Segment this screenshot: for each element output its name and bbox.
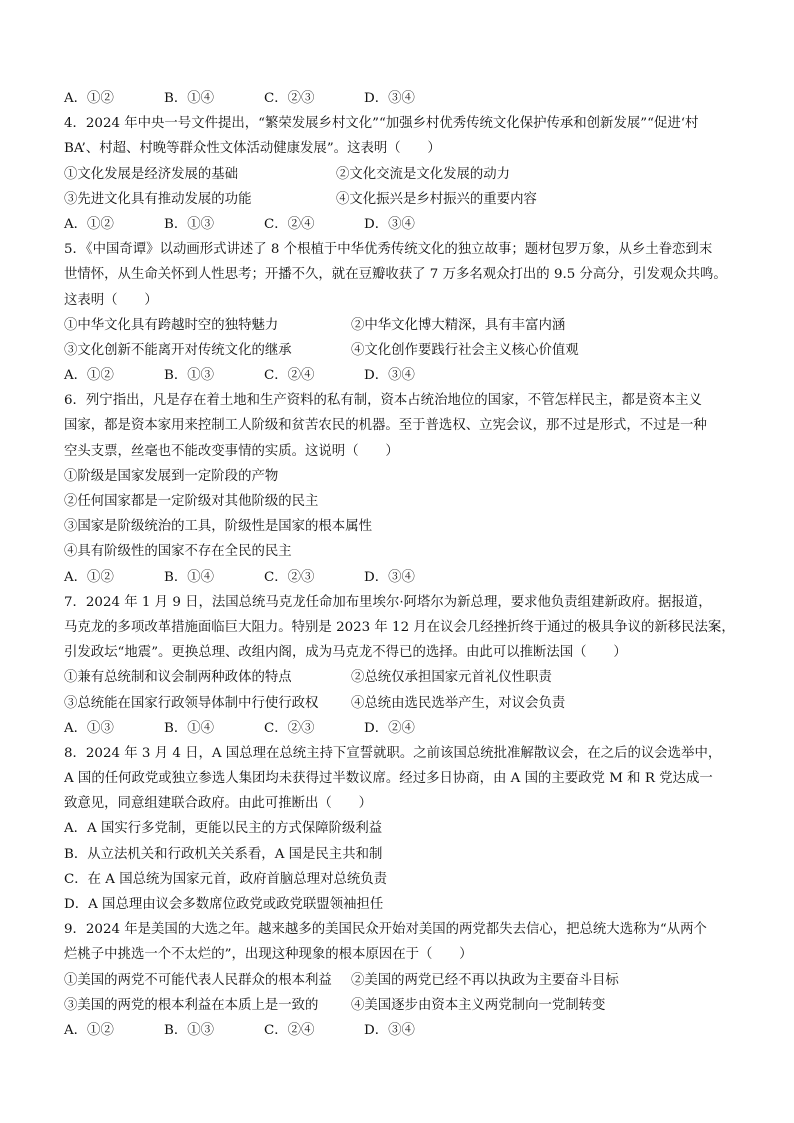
statement-row xyxy=(64,993,734,1018)
option-d: D．③④ xyxy=(364,569,415,585)
question-stem-line: A 国的任何政党或独立参选人集团均未获得过半数议席。经过多日协商，由 A 国的主要政党 M 和 R 党达成一 xyxy=(64,771,713,787)
option-b: B．①④ xyxy=(164,720,215,736)
statement-row xyxy=(64,968,734,993)
answer-options xyxy=(64,565,734,590)
question-stem-line: 引发政坛“地震”。更换总理、改组内阁，成为马克龙不得已的选择。由此可以推断法国（ ） xyxy=(64,645,627,661)
question-stem-line: 致意见，同意组建联合政府。由此可推断出（ ） xyxy=(64,796,372,812)
statement-4: ④美国逐步由资本主义两党制向一党制转变 xyxy=(351,997,606,1013)
question-stem-line: 马克龙的多项改革措施面临巨大阻力。特别是 2023 年 12 月在议会几经挫折终于通过的极具争议的新移民法案， xyxy=(64,619,735,635)
statement-2: ②任何国家都是一定阶级对其他阶级的民主 xyxy=(64,494,319,509)
statement-2: ②文化交流是文化发展的动力 xyxy=(336,166,511,182)
option-b: B．①④ xyxy=(164,569,215,585)
statement-4: ④总统由选民选举产生，对议会负责 xyxy=(351,695,566,711)
question-stem-line: 国家，都是资本家用来控制工人阶级和贫苦农民的机器。至于普选权、立宪会议，那不过是形式，不过是一种 xyxy=(64,418,707,434)
statement-row xyxy=(64,691,734,716)
question-stem-line: 空头支票，丝毫也不能改变事情的实质。这说明（ ） xyxy=(64,443,399,459)
statement-4: ④文化创作要践行社会主义核心价值观 xyxy=(351,342,579,358)
statement-row xyxy=(64,162,734,187)
answer-options xyxy=(64,716,734,741)
statement-3: ③国家是阶级统治的工具，阶级性是国家的根本属性 xyxy=(64,519,372,535)
statement-4: ④文化振兴是乡村振兴的重要内容 xyxy=(336,191,537,207)
option-d: D．②④ xyxy=(364,720,415,736)
choice-a: A．A 国实行多党制，更能以民主的方式保障阶级利益 xyxy=(64,821,383,837)
statement-1: ①美国的两党不可能代表人民群众的根本利益 xyxy=(64,972,332,988)
option-d: D．③④ xyxy=(364,368,415,384)
option-a: A．①② xyxy=(64,91,114,106)
option-b: B．①③ xyxy=(164,216,215,232)
statement-3: ③美国的两党的根本利益在本质上是一致的 xyxy=(64,997,319,1013)
statement-2: ②总统仅承担国家元首礼仪性职责 xyxy=(351,670,552,686)
statement-row xyxy=(64,338,734,363)
answer-options xyxy=(64,1018,734,1043)
exam-page xyxy=(64,86,734,1043)
question-8 xyxy=(64,741,734,917)
option-b: B．①③ xyxy=(164,1022,215,1038)
choice-d: D．A 国总理由议会多数席位政党或政党联盟领袖担任 xyxy=(64,897,384,912)
question-stem-line: 8．2024 年 3 月 4 日，A 国总理在总统主持下宣誓就职。之前该国总统批准解散议会，在之后的议会选举中， xyxy=(64,745,722,761)
option-b: B．①③ xyxy=(164,368,215,384)
statement-1: ①中华文化具有跨越时空的独特魅力 xyxy=(64,317,279,333)
option-c: C．②④ xyxy=(264,216,315,232)
option-b: B．①④ xyxy=(164,91,215,106)
choice-b: B．从立法机关和行政机关关系看，A 国是民主共和制 xyxy=(64,846,383,862)
option-c: C．②④ xyxy=(264,368,315,384)
statement-3: ③先进文化具有推动发展的功能 xyxy=(64,191,252,207)
statement-row xyxy=(64,665,734,690)
option-c: C．②③ xyxy=(264,720,315,736)
option-d: D．③④ xyxy=(364,91,415,106)
question-stem-line: 世情怀，从生命关怀到人性思考；开播不久，就在豆瓣收获了 7 万多名观众打出的 9.5 分高分，引发观众共鸣。 xyxy=(64,267,727,283)
statement-row xyxy=(64,313,734,338)
question-stem-line: BA’、村超、村晚等群众性文体活动健康发展”。这表明（ ） xyxy=(64,141,441,157)
option-d: D．③④ xyxy=(364,1022,415,1038)
option-c: C．②③ xyxy=(264,569,315,585)
option-a: A．①② xyxy=(64,569,114,585)
statement-row xyxy=(64,187,734,212)
option-d: D．③④ xyxy=(364,216,415,232)
question-stem-line: 4．2024 年中央一号文件提出，“繁荣发展乡村文化”“加强乡村优秀传统文化保护传承和创新发展”“促进‘村 xyxy=(64,116,699,132)
question-stem-line: 9．2024 年是美国的大选之年。越来越多的美国民众开始对美国的两党都失去信心，把总统大选称为“从两个 xyxy=(64,922,707,938)
q3-options xyxy=(64,86,734,111)
statement-1: ①阶级是国家发展到一定阶段的产物 xyxy=(64,468,279,484)
statement-1: ①文化发展是经济发展的基础 xyxy=(64,166,239,182)
statement-1: ①兼有总统制和议会制两种政体的特点 xyxy=(64,670,292,686)
answer-options xyxy=(64,363,734,388)
question-stem-line: 6．列宁指出，凡是存在着土地和生产资料的私有制，资本占统治地位的国家，不管怎样民主，都是资本主义 xyxy=(64,393,702,409)
option-a: A．①② xyxy=(64,368,114,384)
statement-3: ③文化创新不能离开对传统文化的继承 xyxy=(64,342,292,358)
question-5 xyxy=(64,237,734,388)
statement-4: ④具有阶级性的国家不存在全民的民主 xyxy=(64,544,292,560)
statement-3: ③总统能在国家行政领导体制中行使行政权 xyxy=(64,695,319,711)
question-9 xyxy=(64,917,734,1043)
option-a: A．①② xyxy=(64,216,114,232)
choice-c: C．在 A 国总统为国家元首，政府首脑总理对总统负责 xyxy=(64,871,388,887)
question-stem-line: 5．《中国奇谭》以动画形式讲述了 8 个根植于中华优秀传统文化的独立故事；题材包罗万象，从乡土眷恋到末 xyxy=(64,242,713,258)
option-c: C．②③ xyxy=(264,91,315,106)
question-stem-line: 这表明（ ） xyxy=(64,292,158,308)
question-6 xyxy=(64,388,734,590)
option-a: A．①③ xyxy=(64,720,114,736)
option-a: A．①② xyxy=(64,1022,114,1038)
option-c: C．②④ xyxy=(264,1022,315,1038)
question-stem-line: 烂桃子中挑选一个不太烂的”，出现这种现象的根本原因在于（ ） xyxy=(64,947,473,963)
statement-2: ②中华文化博大精深，具有丰富内涵 xyxy=(351,317,566,333)
question-7 xyxy=(64,590,734,741)
answer-options xyxy=(64,212,734,237)
question-stem-line: 7．2024 年 1 月 9 日，法国总统马克龙任命加布里埃尔·阿塔尔为新总理，要求他负责组建新政府。据报道， xyxy=(64,594,712,610)
question-4 xyxy=(64,111,734,237)
statement-2: ②美国的两党已经不再以执政为主要奋斗目标 xyxy=(351,972,619,988)
